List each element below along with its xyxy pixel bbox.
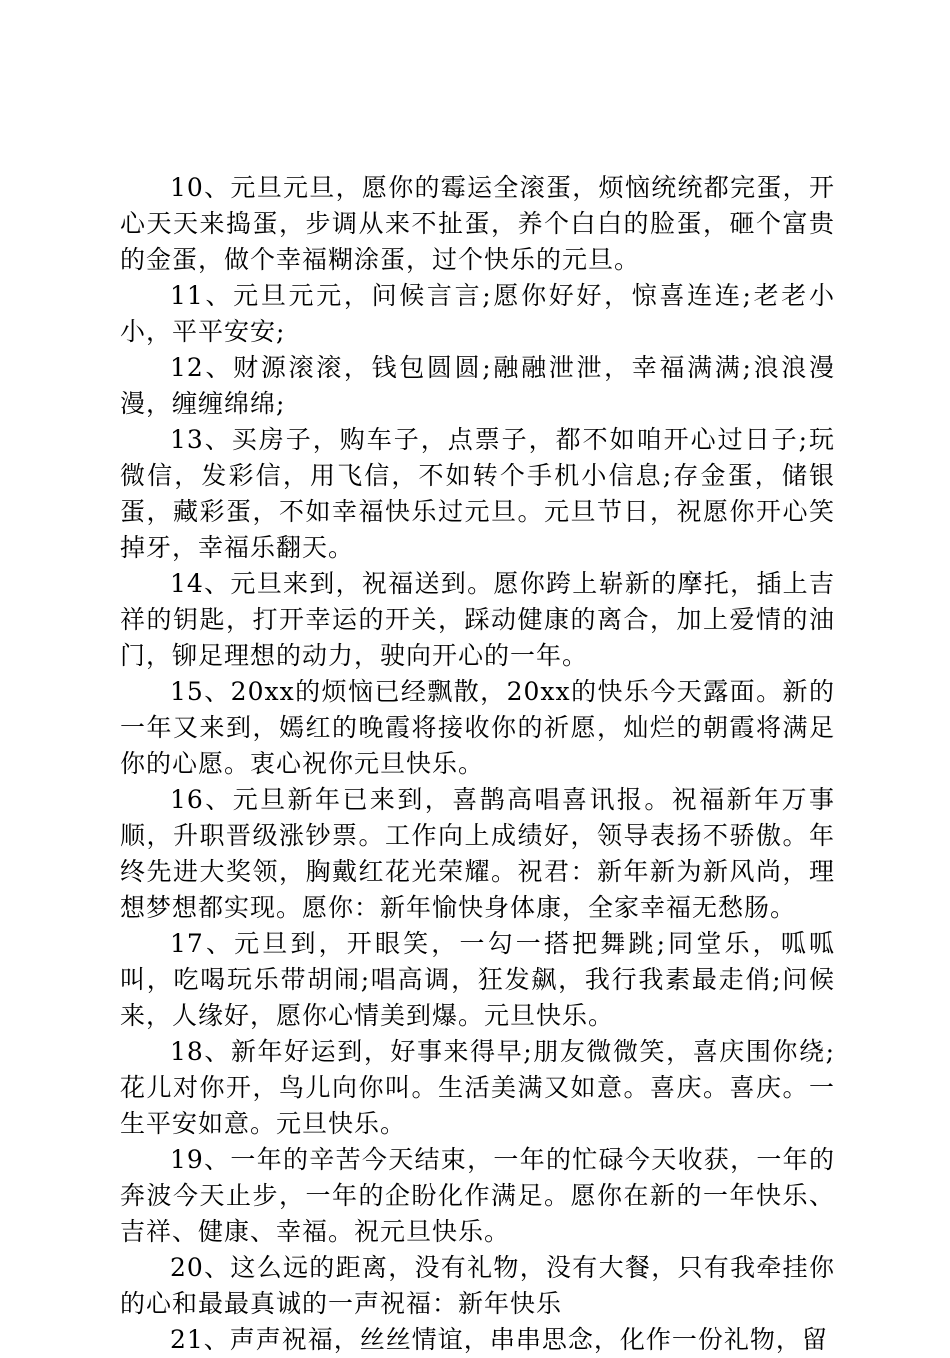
document-body bbox=[120, 170, 835, 1358]
paragraph-17: 17、元旦到，开眼笑，一勾一搭把舞跳;同堂乐，呱呱叫，吃喝玩乐带胡闹;唱高调，狂发飙，我行我素最走俏;问候来，人缘好，愿你心情美到爆。元旦快乐。 bbox=[120, 929, 835, 1030]
paragraph-19: 19、一年的辛苦今天结束，一年的忙碌今天收获，一年的奔波今天止步，一年的企盼化作满足。愿你在新的一年快乐、吉祥、健康、幸福。祝元旦快乐。 bbox=[120, 1145, 835, 1246]
paragraph-20: 20、这么远的距离，没有礼物，没有大餐，只有我牵挂你的心和最最真诚的一声祝福：新年快乐 bbox=[120, 1253, 835, 1318]
paragraph-14: 14、元旦来到，祝福送到。愿你跨上崭新的摩托，插上吉祥的钥匙，打开幸运的开关，踩动健康的离合，加上爱情的油门，铆足理想的动力，驶向开心的一年。 bbox=[120, 569, 835, 670]
paragraph-15: 15、20xx的烦恼已经飘散，20xx的快乐今天露面。新的一年又来到，嫣红的晚霞将接收你的祈愿，灿烂的朝霞将满足你的心愿。衷心祝你元旦快乐。 bbox=[120, 677, 835, 778]
paragraph-11: 11、元旦元元，问候言言;愿你好好，惊喜连连;老老小小，平平安安; bbox=[120, 281, 835, 346]
paragraph-21: 21、声声祝福，丝丝情谊，串串思念，化作一份礼物，留 bbox=[170, 1325, 828, 1354]
paragraph-13: 13、买房子，购车子，点票子，都不如咱开心过日子;玩微信，发彩信，用飞信，不如转个手机小信息;存金蛋，储银蛋，藏彩蛋，不如幸福快乐过元旦。元旦节日，祝愿你开心笑掉牙，幸福乐翻天。 bbox=[120, 425, 835, 562]
paragraph-16: 16、元旦新年已来到，喜鹊高唱喜讯报。祝福新年万事顺，升职晋级涨钞票。工作向上成绩好，领导表扬不骄傲。年终先进大奖领，胸戴红花光荣耀。祝君：新年新为新风尚，理想梦想都实现。愿你：新年愉快身体康，全家幸福无愁肠。 bbox=[120, 785, 835, 922]
paragraph-18: 18、新年好运到，好事来得早;朋友微微笑，喜庆围你绕;花儿对你开，鸟儿向你叫。生活美满又如意。喜庆。喜庆。一生平安如意。元旦快乐。 bbox=[120, 1037, 835, 1138]
paragraph-10: 10、元旦元旦，愿你的霉运全滚蛋，烦恼统统都完蛋，开心天天来捣蛋，步调从来不扯蛋，养个白白的脸蛋，砸个富贵的金蛋，做个幸福糊涂蛋，过个快乐的元旦。 bbox=[120, 173, 835, 274]
paragraph-12: 12、财源滚滚，钱包圆圆;融融泄泄，幸福满满;浪浪漫漫，缠缠绵绵; bbox=[120, 353, 835, 418]
